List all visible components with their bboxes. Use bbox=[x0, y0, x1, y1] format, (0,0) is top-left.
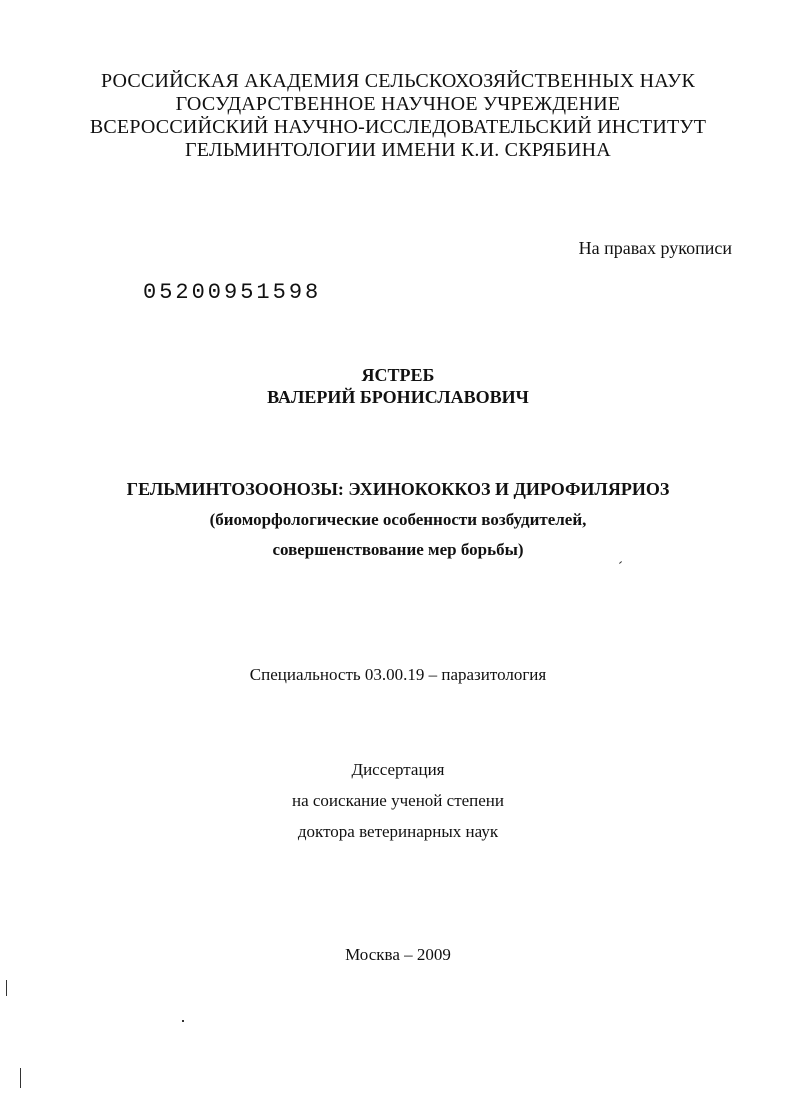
scan-artifact-dash bbox=[619, 561, 622, 564]
specialty: Специальность 03.00.19 – паразитология bbox=[249, 665, 547, 684]
header-line-institution-type: ГОСУДАРСТВЕННОЕ НАУЧНОЕ УЧРЕЖДЕНИЕ bbox=[175, 93, 621, 115]
dissertation-subtitle-line-1: (биоморфологические особенности возбудителей, bbox=[209, 510, 587, 529]
scan-artifact-mark bbox=[20, 1068, 21, 1088]
place-year: Москва – 2009 bbox=[345, 945, 451, 964]
author-surname: ЯСТРЕБ bbox=[361, 365, 435, 385]
scan-artifact-mark bbox=[6, 980, 7, 996]
header-line-academy: РОССИЙСКАЯ АКАДЕМИЯ СЕЛЬСКОХОЗЯЙСТВЕННЫХ НАУК bbox=[100, 70, 696, 92]
dissertation-title: ГЕЛЬМИНТОЗООНОЗЫ: ЭХИНОКОККОЗ И ДИРОФИЛЯРИОЗ bbox=[126, 479, 670, 499]
degree-line-1: Диссертация bbox=[351, 760, 445, 779]
author-given-names: ВАЛЕРИЙ БРОНИСЛАВОВИЧ bbox=[267, 387, 529, 407]
scan-artifact-dot bbox=[182, 1020, 184, 1022]
manuscript-rights-note: На правах рукописи bbox=[578, 238, 732, 258]
catalog-code: 05200951598 bbox=[143, 280, 322, 305]
degree-line-3: доктора ветеринарных наук bbox=[297, 822, 499, 841]
degree-line-2: на соискание ученой степени bbox=[291, 791, 505, 810]
header-line-institute: ВСЕРОССИЙСКИЙ НАУЧНО-ИССЛЕДОВАТЕЛЬСКИЙ ИНСТИТУТ bbox=[89, 116, 707, 138]
header-line-institute-name: ГЕЛЬМИНТОЛОГИИ ИМЕНИ К.И. СКРЯБИНА bbox=[185, 139, 611, 161]
dissertation-subtitle-line-2: совершенствование мер борьбы) bbox=[272, 540, 524, 559]
